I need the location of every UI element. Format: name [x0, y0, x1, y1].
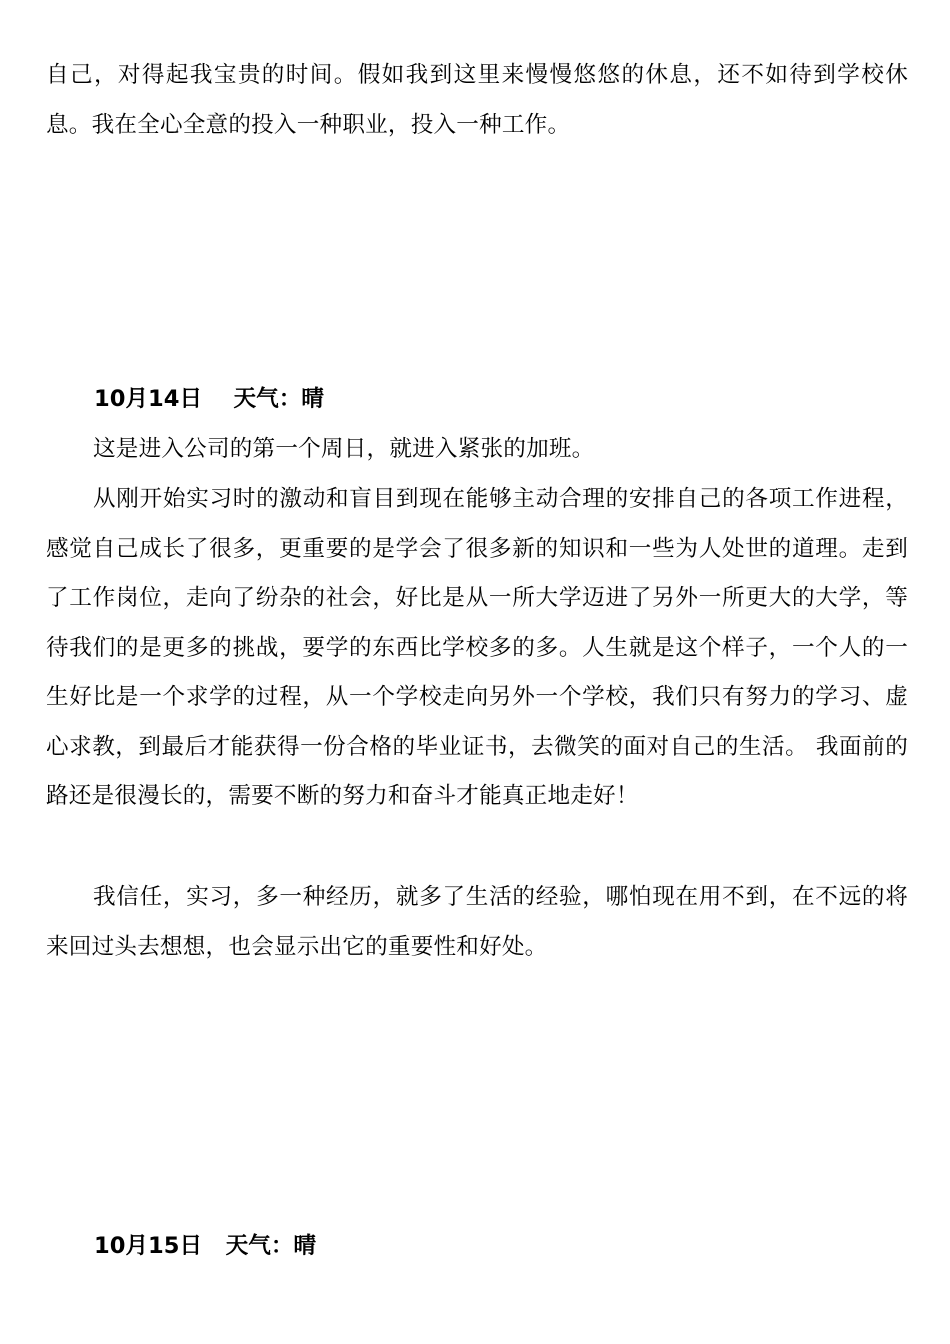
oct14-paragraph-3: 我信任，实习，多一种经历，就多了生活的经验，哪怕现在用不到，在不远的将来回过头去想想，也会显示出它的重要性和好处。 — [46, 884, 908, 960]
oct14-paragraph-1: 这是进入公司的第一个周日，就进入紧张的加班。 — [93, 436, 595, 462]
oct14-paragraph-2: 从刚开始实习时的激动和盲目到现在能够主动合理的安排自己的各项工作进程，感觉自己成长了很多，更重要的是学会了很多新的知识和一些为人处世的道理。走到了工作岗位，走向了纷杂的社会，好比是从一所大学迈进了另外一所更大的大学，等待我们的是更多的挑战，要学的东西比学校多的多。人生就是这个样子，一个人的一生好比是一个求学的过程，从一个学校走向另外一个学校，我们只有努力的学习、虚心求教，到最后才能获得一份合格的毕业证书，去微笑的面对自己的生活。 我面前的路还是很漫长的，需要不断的努力和奋斗才能真正地走好！ — [46, 486, 908, 809]
intro-paragraph: 自己，对得起我宝贵的时间。假如我到这里来慢慢悠悠的休息，还不如待到学校休息。我在全心全意的投入一种职业，投入一种工作。 — [46, 62, 908, 138]
entry-heading-oct14: 10月14日 天气：晴 — [94, 386, 324, 412]
entry-heading-oct15: 10月15日 天气：晴 — [94, 1233, 317, 1259]
